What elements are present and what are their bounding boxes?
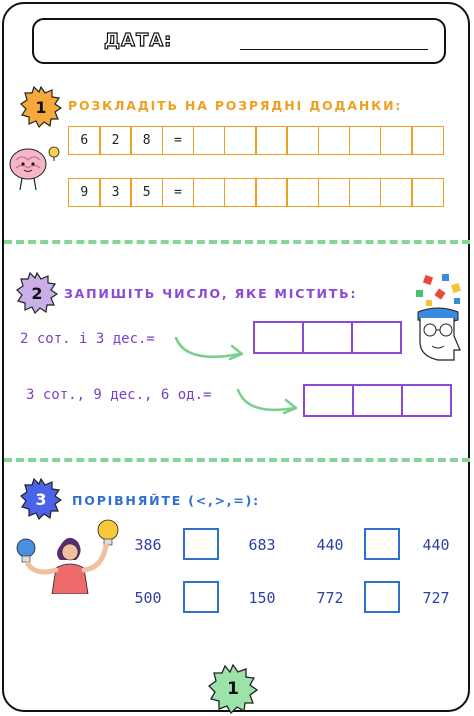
compare-left-number: 772 (316, 589, 344, 607)
compare-right-number: 440 (422, 536, 450, 554)
answer-cell[interactable] (224, 178, 257, 207)
page-number: 1 (227, 679, 239, 699)
grid-cell: 5 (130, 178, 163, 207)
answer-cell[interactable] (255, 126, 288, 155)
task2-title: ЗАПИШІТЬ ЧИСЛО, ЯКЕ МІСТИТЬ: (64, 286, 358, 301)
task2-number-badge (16, 272, 58, 314)
compare-answer-box[interactable] (364, 528, 400, 560)
task3-number: 3 (35, 489, 47, 509)
curved-arrow-icon (234, 386, 302, 420)
compare-right-number: 727 (422, 589, 450, 607)
date-label: ДАТА: (104, 30, 173, 51)
answer-cell[interactable] (411, 178, 444, 207)
answer-cell[interactable] (193, 178, 226, 207)
date-header (32, 18, 446, 64)
answer-cell[interactable] (193, 126, 226, 155)
compare-right-number: 150 (248, 589, 276, 607)
task3-title: ПОРІВНЯЙТЕ (<,>,=): (72, 493, 260, 508)
grid-cell: = (162, 126, 195, 155)
task2-answer-grid-2 (303, 384, 452, 417)
compare-answer-box[interactable] (183, 581, 219, 613)
grid-cell: 8 (130, 126, 163, 155)
answer-cell[interactable] (318, 178, 351, 207)
answer-cell[interactable] (286, 178, 319, 207)
compare-right-number: 683 (248, 536, 276, 554)
answer-cell[interactable] (302, 321, 353, 354)
compare-answer-box[interactable] (364, 581, 400, 613)
section-divider (4, 240, 470, 244)
grid-cell: 6 (68, 126, 101, 155)
answer-cell[interactable] (349, 126, 382, 155)
task2-expression-1: 2 сот. і 3 дес.= (20, 331, 155, 347)
task1-title: РОЗКЛАДІТЬ НА РОЗРЯДНІ ДОДАНКИ: (68, 98, 403, 113)
date-input-line[interactable] (240, 49, 428, 50)
answer-cell[interactable] (224, 126, 257, 155)
task1-grid-row-2 (68, 178, 444, 207)
compare-left-number: 500 (134, 589, 162, 607)
task1-number: 1 (35, 97, 47, 117)
compare-left-number: 386 (134, 536, 162, 554)
grid-cell: 9 (68, 178, 101, 207)
grid-cell: 2 (99, 126, 132, 155)
curved-arrow-icon (172, 334, 248, 368)
task2-expression-2: 3 сот., 9 дес., 6 од.= (26, 387, 212, 403)
answer-cell[interactable] (286, 126, 319, 155)
compare-answer-box[interactable] (183, 528, 219, 560)
brain-mascot-illustration (6, 142, 66, 194)
answer-cell[interactable] (303, 384, 354, 417)
grid-cell: 3 (99, 178, 132, 207)
answer-cell[interactable] (253, 321, 304, 354)
compare-left-number: 440 (316, 536, 344, 554)
answer-cell[interactable] (380, 126, 413, 155)
answer-cell[interactable] (401, 384, 452, 417)
answer-cell[interactable] (380, 178, 413, 207)
grid-cell: = (162, 178, 195, 207)
thinking-head-illustration (408, 272, 468, 368)
answer-cell[interactable] (352, 384, 403, 417)
task1-grid-row-1 (68, 126, 444, 155)
answer-cell[interactable] (349, 178, 382, 207)
task1-number-badge (20, 86, 62, 128)
answer-cell[interactable] (318, 126, 351, 155)
answer-cell[interactable] (255, 178, 288, 207)
section-divider (4, 458, 470, 462)
answer-cell[interactable] (411, 126, 444, 155)
task2-number: 2 (31, 283, 43, 303)
page-number-badge (208, 664, 258, 714)
answer-cell[interactable] (351, 321, 402, 354)
task2-answer-grid-1 (253, 321, 402, 354)
girl-with-lightbulbs-illustration (12, 516, 124, 594)
task3-number-badge (20, 478, 62, 520)
